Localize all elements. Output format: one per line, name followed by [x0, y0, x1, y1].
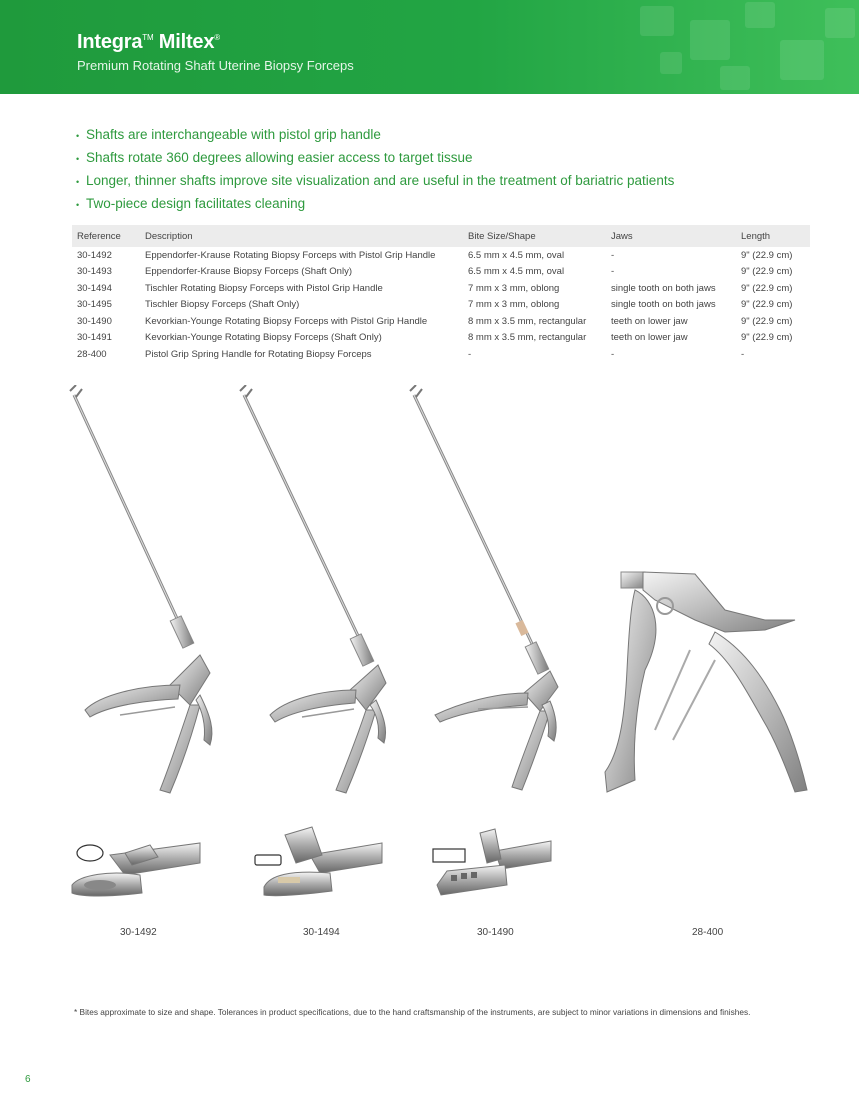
oblong-bite-shape-icon: [255, 855, 281, 865]
oval-bite-shape-icon: [77, 845, 103, 861]
table-cell: Kevorkian-Younge Rotating Biopsy Forceps with Pistol Grip Handle: [145, 315, 428, 327]
table-cell: 8 mm x 3.5 mm, rectangular: [468, 315, 587, 327]
figure-caption: 30-1490: [477, 927, 514, 938]
table-cell: -: [468, 348, 472, 360]
table-cell: 8 mm x 3.5 mm, rectangular: [468, 332, 587, 344]
table-cell: 9" (22.9 cm): [741, 299, 793, 311]
feature-item: • Two-piece design facilitates cleaning: [76, 196, 306, 211]
jaw-closeup-30-1494: [250, 815, 385, 915]
page-subtitle: Premium Rotating Shaft Uterine Biopsy Forceps: [77, 58, 354, 73]
column-header: Bite Size/Shape: [463, 225, 606, 247]
table-cell: Tischler Biopsy Forceps (Shaft Only): [145, 299, 300, 311]
table-cell: 9" (22.9 cm): [741, 315, 793, 327]
figure-caption: 30-1492: [120, 927, 157, 938]
feature-item: • Shafts rotate 360 degrees allowing easier access to target tissue: [76, 150, 473, 165]
table-cell: 30-1492: [77, 249, 112, 261]
forceps-image-30-1494: [230, 385, 400, 805]
column-header: Length: [736, 225, 810, 247]
table-row: [72, 264, 810, 281]
table-cell: -: [741, 348, 745, 360]
table-row: [72, 280, 810, 297]
figure-caption: 30-1494: [303, 927, 340, 938]
table-cell: Eppendorfer-Krause Rotating Biopsy Forceps with Pistol Grip Handle: [145, 249, 436, 261]
table-cell: teeth on lower jaw: [611, 315, 688, 327]
table-cell: 9" (22.9 cm): [741, 266, 793, 278]
table-cell: Eppendorfer-Krause Biopsy Forceps (Shaft Only): [145, 266, 352, 278]
table-cell: 28-400: [77, 348, 107, 360]
table-cell: single tooth on both jaws: [611, 282, 716, 294]
table-cell: -: [611, 266, 615, 278]
header-banner: [0, 0, 859, 94]
column-header: Jaws: [606, 225, 736, 247]
table-cell: 7 mm x 3 mm, oblong: [468, 282, 560, 294]
feature-list: [76, 124, 836, 216]
table-cell: 9" (22.9 cm): [741, 332, 793, 344]
table-cell: 30-1491: [77, 332, 112, 344]
feature-item: • Longer, thinner shafts improve site visualization and are useful in the treatment of bariatric patients: [76, 173, 675, 188]
table-cell: 9" (22.9 cm): [741, 282, 793, 294]
jaw-closeup-30-1492: [70, 815, 205, 915]
table-cell: 9" (22.9 cm): [741, 249, 793, 261]
table-cell: 6.5 mm x 4.5 mm, oval: [468, 266, 565, 278]
table-cell: Tischler Rotating Biopsy Forceps with Pistol Grip Handle: [145, 282, 383, 294]
table-cell: 30-1490: [77, 315, 112, 327]
table-row: [72, 346, 810, 363]
footnote: * Bites approximate to size and shape. Tolerances in product specifications, due to the hand craftsmanship of the instruments, are subject to minor variations in dimensions and finishes.: [74, 1007, 751, 1017]
pistol-grip-handle-image-28-400: [595, 560, 815, 805]
table-row: [72, 297, 810, 314]
table-cell: -: [611, 249, 615, 261]
table-header-row: [72, 225, 810, 247]
table-cell: single tooth on both jaws: [611, 299, 716, 311]
table-cell: Kevorkian-Younge Rotating Biopsy Forceps (Shaft Only): [145, 332, 382, 344]
rectangular-bite-shape-icon: [433, 849, 465, 862]
table-cell: 6.5 mm x 4.5 mm, oval: [468, 249, 565, 261]
forceps-image-30-1492: [60, 385, 230, 805]
forceps-image-30-1490: [400, 385, 570, 805]
table-cell: -: [611, 348, 615, 360]
brand-logo: Integra™ Miltex®: [77, 31, 220, 53]
table-cell: 30-1493: [77, 266, 112, 278]
jaw-closeup-30-1490: [425, 815, 560, 915]
product-table: [72, 225, 810, 363]
column-header: Description: [140, 225, 463, 247]
figure-caption: 28-400: [692, 927, 724, 938]
table-cell: 30-1495: [77, 299, 112, 311]
table-cell: teeth on lower jaw: [611, 332, 688, 344]
column-header: Reference: [72, 225, 140, 247]
feature-item: • Shafts are interchangeable with pistol grip handle: [76, 127, 381, 142]
table-row: [72, 313, 810, 330]
table-cell: Pistol Grip Spring Handle for Rotating Biopsy Forceps: [145, 348, 372, 360]
table-row: [72, 247, 810, 264]
table-cell: 7 mm x 3 mm, oblong: [468, 299, 560, 311]
table-row: [72, 330, 810, 347]
page-number: 6: [25, 1074, 31, 1085]
table-cell: 30-1494: [77, 282, 112, 294]
